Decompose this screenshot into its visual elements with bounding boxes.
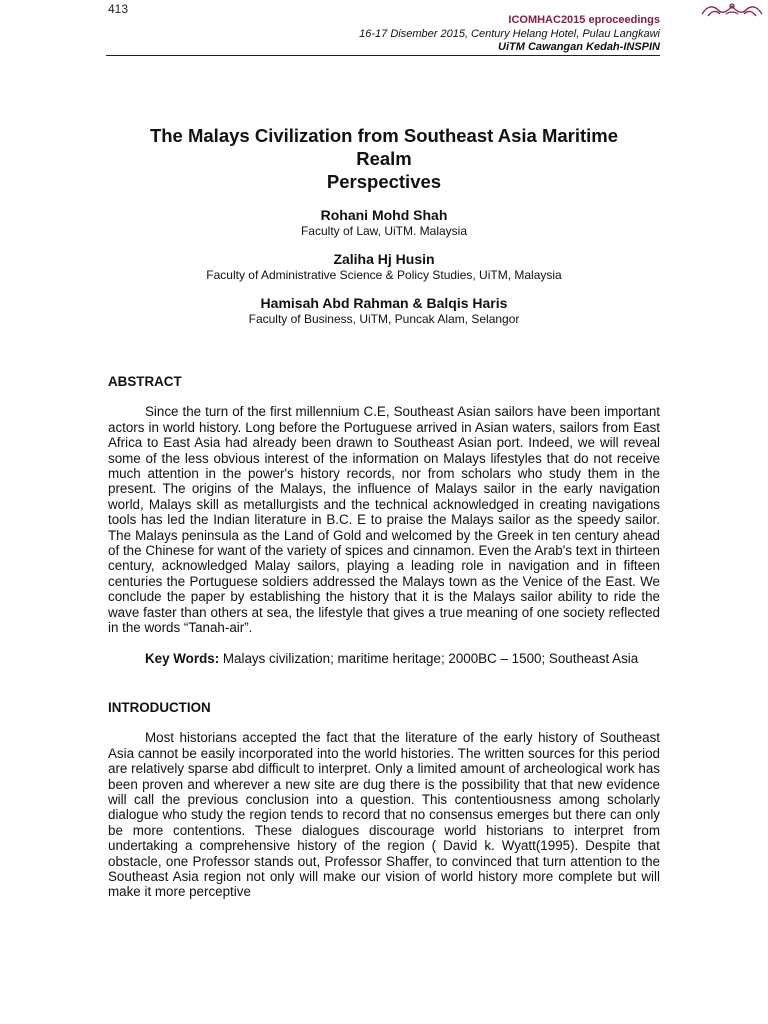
title-line-3: Perspectives	[326, 171, 442, 192]
title-line-1: The Malays Civilization from Southeast Asia Maritime	[149, 125, 619, 146]
author-block	[108, 295, 660, 326]
keywords	[108, 651, 660, 666]
header-divider	[106, 55, 660, 56]
introduction-text: Most historians accepted the fact that the literature of the early history of Southeast Asia cannot be easily incorporated into the world histories. The written sources for this period are relatively sparse abd difficult to interpret. Only a limited amount of archeological work has been proven and wherever a new site are dug there is the possibility that that new evidence will call the previous conclusion into a question. This contentiousness among scholarly dialogue who study the region tends to record that no consensus emerges but there can only be more contentions. These dialogues discourage world historians to interpret from undertaking a comprehensive history of the region ( David k. Wyatt(1995). Despite that obstacle, one Professor stands out, Professor Shaffer, to convinced that turn attention to the Southeast Asia region not only will make our vision of world history more complete but will make it more perceptive	[108, 730, 660, 900]
abstract-text: Since the turn of the first millennium C.E, Southeast Asian sailors have been important actors in world history. Long before the Portuguese arrived in Asian waters, sailors from East Africa to East Asia had already been drawn to Southeast Asian port. Indeed, we will reveal some of the less obvious interest of the information on Malays lifestyles that do not receive much attention in the power's history records, nor from scholars who study them in the present. The origins of the Malays, the influence of Malays sailor in the early navigation world, Malays skill as metallurgists and the technical acknowledged in creating navigations tools has led the Indian literature in B.C. E to praise the Malays sailor as the speedy sailor. The Malays peninsula as the Land of Gold and welcomed by the Greek in ten century ahead of the Chinese for want of the variety of spices and cinnamon. Even the Arab's text in thirteen century, acknowledged Malay sailors, playing a leading role in navigation and in fifteen centuries the Portuguese soldiers addressed the Malays town as the Venice of the East. We conclude the paper by establishing the history that it is the Malays sailor ability to ride the wave faster than others at sea, the lifestyle that gives a true meaning of one society reflected in the words “Tanah-air”.	[108, 404, 660, 636]
introduction-heading: INTRODUCTION	[108, 699, 211, 715]
abstract-heading: ABSTRACT	[108, 374, 182, 389]
author-block	[108, 207, 660, 238]
author-block	[108, 251, 660, 282]
author-name: Zaliha Hj Husin	[333, 251, 435, 267]
author-affiliation: Faculty of Business, UiTM, Puncak Alam, Selangor	[248, 312, 520, 326]
author-affiliation: Faculty of Administrative Science & Policy Studies, UiTM, Malaysia	[206, 268, 562, 282]
author-name: Hamisah Abd Rahman & Balqis Haris	[260, 295, 508, 311]
paper-title	[108, 124, 660, 193]
running-header	[359, 14, 660, 55]
title-line-2: Realm	[356, 148, 412, 169]
keywords-label: Key Words:	[145, 650, 220, 666]
keywords-text: Malays civilization; maritime heritage; 2000BC – 1500; Southeast Asia	[222, 650, 639, 666]
conference-name: ICOMHAC2015 eproceedings	[508, 14, 660, 26]
author-name: Rohani Mohd Shah	[320, 207, 448, 223]
ornament-icon	[700, 0, 764, 18]
conference-organizer: UiTM Cawangan Kedah-INSPIN	[498, 41, 660, 53]
author-list	[108, 207, 660, 339]
conference-venue: 16-17 Disember 2015, Century Helang Hotel, Pulau Langkawi	[359, 27, 660, 40]
author-affiliation: Faculty of Law, UiTM. Malaysia	[300, 224, 468, 238]
paper-body	[108, 374, 660, 900]
page-number: 413	[108, 2, 129, 16]
